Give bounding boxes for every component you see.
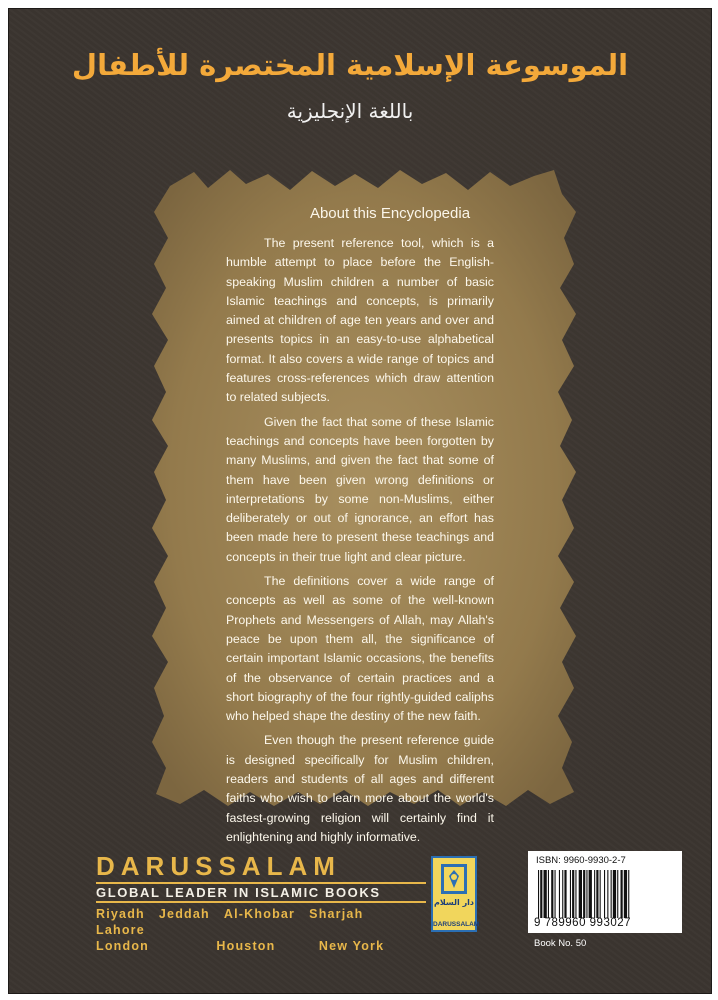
barcode-number: 9 789960 993027 xyxy=(534,917,632,929)
panel-title: About this Encyclopedia xyxy=(309,205,471,222)
arabic-title: الموسوعة الإسلامية المختصرة للأطفال xyxy=(71,48,629,82)
book-number: Book No. 50 xyxy=(534,938,587,949)
book-icon xyxy=(433,860,475,916)
paragraph: The definitions cover a wide range of concepts as well as some of the well-known Prophets and Messengers of Allah, may Allah's peace be upon them all, the significance of certain important Islamic occasions, the benefits of the observance of certain practices and a short biography of the four rightly-guided caliphs who helped shape the destiny of the new faith. xyxy=(226,574,494,724)
isbn: ISBN: 9960-9930-2-7 xyxy=(536,855,626,866)
logo-text: DARUSSALAM xyxy=(433,921,480,928)
publisher-tagline: GLOBAL LEADER IN ISLAMIC BOOKS xyxy=(96,882,426,903)
cities-line-2 xyxy=(96,938,426,954)
logo-arabic: دار السلام xyxy=(433,898,475,907)
city: Al-Khobar xyxy=(223,907,296,921)
arabic-subtitle: باللغة الإنجليزية xyxy=(286,99,414,123)
barcode-label xyxy=(528,851,682,933)
publisher-logo xyxy=(431,856,480,932)
paragraph: The present reference tool, which is a humble attempt to place before the English-speaking Muslim children a number of basic Islamic teachings and concepts, is primarily aimed at children of age ten years and over and presents topics in an easy-to-use alphabetical format. It also covers a wide range of topics and features cross-references which draw attention to related subjects. xyxy=(226,236,494,405)
city: Houston xyxy=(216,939,276,953)
cities-line-1 xyxy=(96,906,426,938)
city: Lahore xyxy=(96,923,145,937)
city: London xyxy=(96,939,150,953)
paragraph: Even though the present reference guide is designed specifically for Muslim children, readers and students of all ages and different faiths who wish to learn more about the world's fastest-growing religion will certainly find it enlightening and highly informative. xyxy=(226,733,494,844)
publisher-name: DARUSSALAM xyxy=(96,851,341,881)
city: Sharjah xyxy=(309,907,364,921)
barcode-bars xyxy=(536,870,674,918)
city: Jeddah xyxy=(158,907,210,921)
paragraph: Given the fact that some of these Islamic teachings and concepts have been forgotten by many Muslims, and given the fact that some of them have been given wrong definitions or interpretations by some non-Muslims, either deliberately or out of ignorance, an effort has been made here to present these teachings and concepts in their true light and clear picture. xyxy=(226,414,494,564)
city: Riyadh xyxy=(96,907,145,921)
about-text xyxy=(226,234,494,852)
city: New York xyxy=(318,939,385,953)
publisher-block xyxy=(96,853,426,954)
